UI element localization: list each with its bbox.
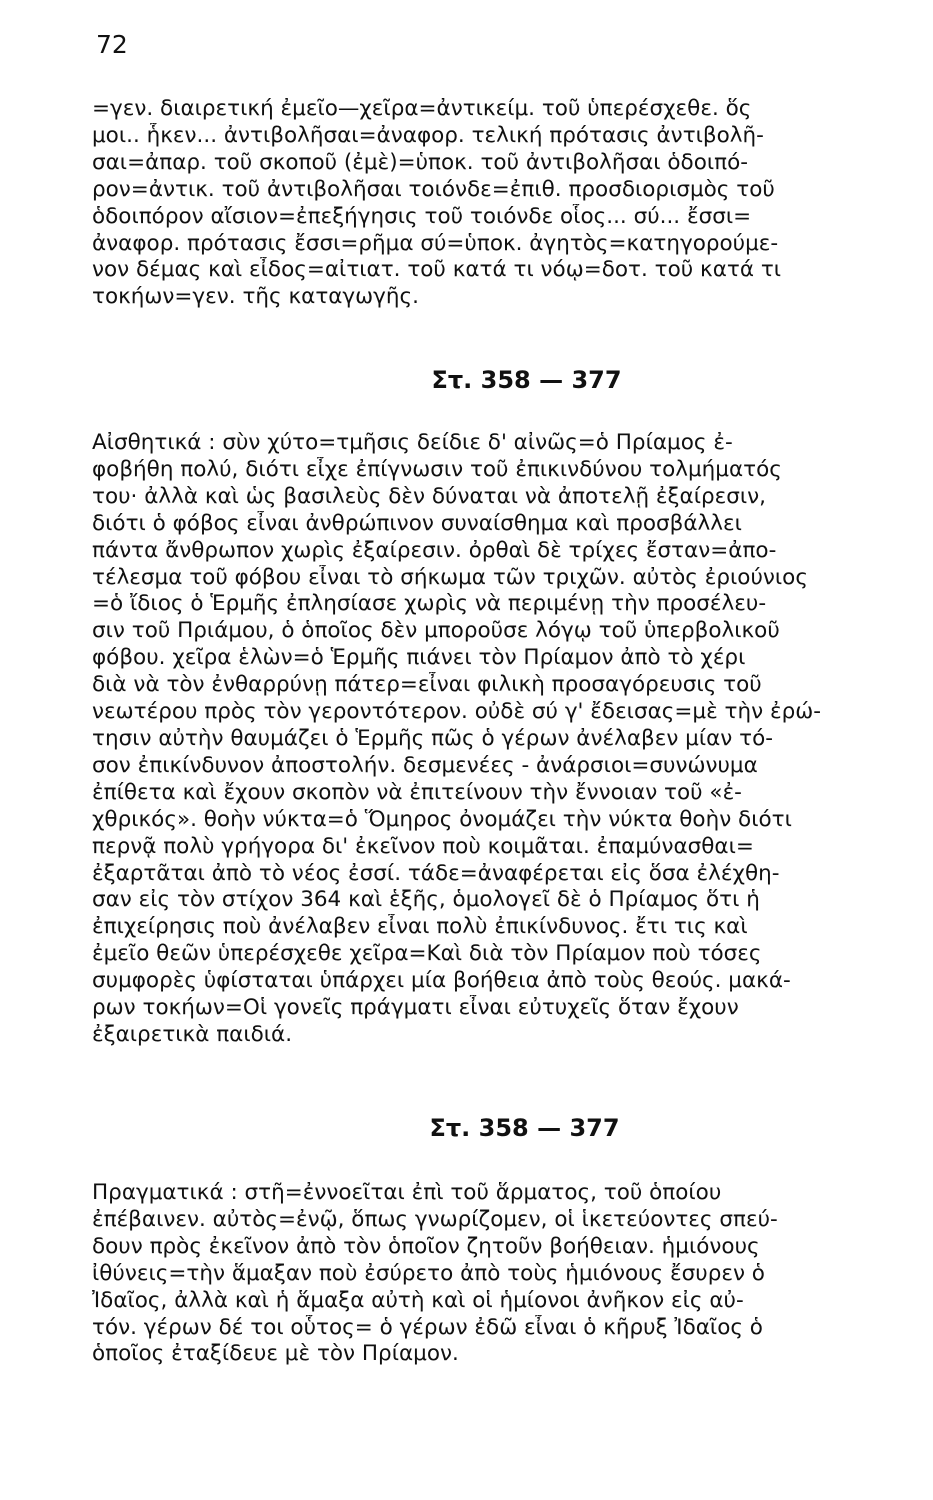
text-line: =γεν. διαιρετική ἐμεῖο—χεῖρα=ἀντικείμ. τοῦ ὑπερέσχεθε. ὅς (92, 96, 752, 121)
section-heading: Στ. 358 — 377 (431, 366, 622, 394)
text-line: τοκήων=γεν. τῆς καταγωγῆς. (92, 284, 419, 310)
text-line: σαν εἰς τὸν στίχον 364 καὶ ἑξῆς, ὁμολογεῖ δὲ ὁ Πρίαμος ὅτι ἡ (92, 887, 760, 913)
text-line: διότι ὁ φόβος εἶναι ἀνθρώπινον συναίσθημα καὶ προσβάλλει (92, 510, 742, 536)
text-line: =ὁ ἴδιος ὁ Ἑρμῆς ἐπλησίασε χωρὶς νὰ περιμένῃ τὴν προσέλευ- (92, 591, 767, 617)
text-line: ἐπέβαινεν. αὐτὸς=ἐνῷ, ὅπως γνωρίζομεν, οἱ ἱκετεύοντες σπεύ- (92, 1206, 778, 1232)
paragraph-grammatical-notes (92, 96, 912, 311)
text-line: διὰ νὰ τὸν ἐνθαρρύνῃ πάτερ=εἶναι φιλικὴ προσαγόρευσις τοῦ (92, 672, 762, 698)
text-line: συμφορὲς ὑφίσταται ὑπάρχει μία βοήθεια ἀπὸ τοὺς θεούς. μακά- (92, 968, 791, 994)
text-line: σιν τοῦ Πριάμου, ὁ ὁποῖος δὲν μποροῦσε λόγῳ τοῦ ὑπερβολικοῦ (92, 618, 780, 644)
text-line: φοβήθη πολύ, διότι εἶχε ἐπίγνωσιν τοῦ ἐπικινδύνου τολμήματός (92, 456, 782, 482)
text-line: τησιν αὐτὴν θαυμάζει ὁ Ἑρμῆς πῶς ὁ γέρων ἀνέλαβεν μίαν τό- (92, 725, 774, 751)
text-line: δουν πρὸς ἐκεῖνον ἀπὸ τὸν ὁποῖον ζητοῦν βοήθειαν. ἡμιόνους (92, 1233, 760, 1259)
text-line: μοι.. ἧκεν... ἀντιβολῆσαι=ἀναφορ. τελική πρότασις ἀντιβολῆ- (92, 122, 764, 148)
text-line: νον δέμας καὶ εἶδος=αἰτιατ. τοῦ κατά τι νόῳ=δοτ. τοῦ κατά τι (92, 257, 782, 283)
text-line: σαι=ἀπαρ. τοῦ σκοποῦ (ἐμὲ)=ὑποκ. τοῦ ἀντιβολῆσαι ὁδοιπό- (92, 149, 748, 175)
text-line: πάντα ἄνθρωπον χωρὶς ἐξαίρεσιν. ὀρθαὶ δὲ τρίχες ἔσταν=ἀπο- (92, 537, 777, 563)
page-number: 72 (96, 30, 128, 59)
text-line: ρων τοκήων=Οἱ γονεῖς πράγματι εἶναι εὐτυχεῖς ὅταν ἔχουν (92, 995, 739, 1021)
text-line: ἐμεῖο θεῶν ὑπερέσχεθε χεῖρα=Καὶ διὰ τὸν Πρίαμον ποὺ τόσες (92, 941, 762, 967)
text-line: ἀναφορ. πρότασις ἔσσι=ρῆμα σύ=ὑποκ. ἀγητὸς=κατηγορούμε- (92, 230, 779, 256)
text-line: σον ἐπικίνδυνον ἀποστολήν. δεσμενέες - ἀνάρσιοι=συνώνυμα (92, 752, 758, 778)
text-line: του· ἀλλὰ καὶ ὡς βασιλεὺς δὲν δύναται νὰ ἀποτελῇ ἐξαίρεσιν, (92, 483, 767, 509)
paragraph-aesthetic-notes (92, 430, 912, 1049)
text-line: περνᾷ πολὺ γρήγορα δι' ἐκεῖνον ποὺ κοιμᾶται. ἐπαμύνασθαι= (92, 833, 754, 859)
text-line: νεωτέρου πρὸς τὸν γεροντότερον. οὐδὲ σύ γ' ἔδεισας=μὲ τὴν ἐρώ- (92, 699, 821, 725)
text-line: τέλεσμα τοῦ φόβου εἶναι τὸ σήκωμα τῶν τριχῶν. αὐτὸς ἐριούνιος (92, 564, 808, 590)
text-line: Αἰσθητικά : σὺν χύτο=τμῆσις δείδιε δ' αἰνῶς=ὁ Πρίαμος ἐ- (92, 430, 733, 455)
text-line: ἐξαρτᾶται ἀπὸ τὸ νέος ἐσσί. τάδε=ἀναφέρεται εἰς ὅσα ἐλέχθη- (92, 860, 780, 886)
text-line: φόβου. χεῖρα ἑλὼν=ὁ Ἑρμῆς πιάνει τὸν Πρίαμον ἀπὸ τὸ χέρι (92, 645, 746, 671)
text-line: τόν. γέρων δέ τοι οὗτος= ὁ γέρων ἐδῶ εἶναι ὁ κῆρυξ Ἰδαῖος ὁ (92, 1314, 763, 1340)
text-line: χθρικός». θοὴν νύκτα=ὁ Ὅμηρος ὀνομάζει τὴν νύκτα θοὴν διότι (92, 806, 792, 832)
text-line: Πραγματικά : στῆ=ἐννοεῖται ἐπὶ τοῦ ἅρματος, τοῦ ὁποίου (92, 1180, 722, 1205)
text-line: ρον=ἀντικ. τοῦ ἀντιβολῆσαι τοιόνδε=ἐπιθ. προσδιορισμὸς τοῦ (92, 176, 775, 202)
text-line: ὁδοιπόρον αἴσιον=ἐπεξήγησις τοῦ τοιόνδε οἷος... σύ... ἔσσι= (92, 203, 752, 229)
section-heading: Στ. 358 — 377 (429, 1114, 620, 1142)
paragraph-factual-notes (92, 1180, 912, 1368)
text-line: ἐξαιρετικὰ παιδιά. (92, 1021, 293, 1047)
text-line: ἐπιχείρησις ποὺ ἀνέλαβεν εἶναι πολὺ ἐπικίνδυνος. ἔτι τις καὶ (92, 914, 748, 940)
text-line: Ἰδαῖος, ἀλλὰ καὶ ἡ ἅμαξα αὐτὴ καὶ οἱ ἡμίονοι ἀνῆκον εἰς αὐ- (92, 1287, 744, 1313)
text-line: ὁποῖος ἐταξίδευε μὲ τὸν Πρίαμον. (92, 1341, 459, 1367)
text-line: ἐπίθετα καὶ ἔχουν σκοπὸν νὰ ἐπιτείνουν τὴν ἔννοιαν τοῦ «ἐ- (92, 779, 742, 805)
text-line: ἰθύνεις=τὴν ἅμαξαν ποὺ ἐσύρετο ἀπὸ τοὺς ἡμιόνους ἔσυρεν ὁ (92, 1260, 765, 1286)
